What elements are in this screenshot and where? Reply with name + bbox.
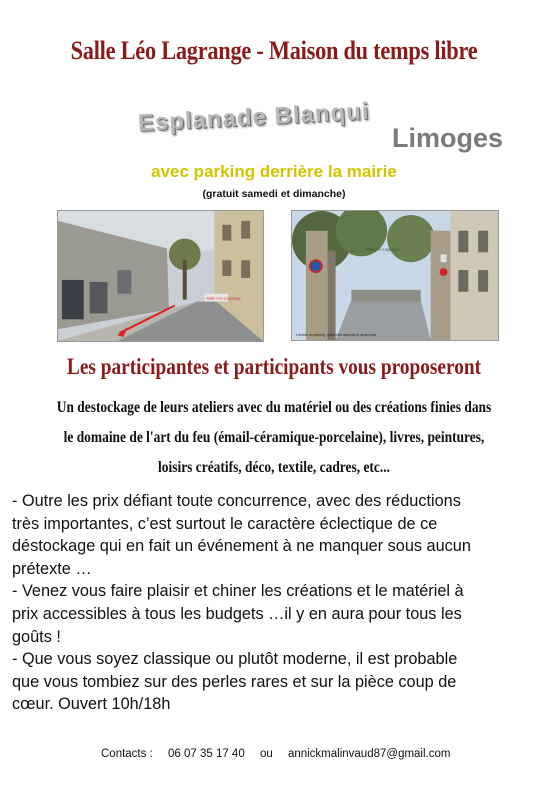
page-title: Salle Léo Lagrange - Maison du temps libre [70, 36, 478, 65]
right-photo-sign: Salle Léo Lagrange [365, 246, 400, 252]
destock-line: loisirs créatifs, déco, textile, cadres, etc... [158, 459, 390, 476]
city-name: Limoges [392, 123, 504, 153]
details-line: - Venez vous faire plaisir et chiner les créations et le matériel à [12, 582, 464, 601]
details-line: déstockage qui en fait un événement à ne manquer sous aucun [12, 537, 471, 556]
details-line: cœur. Ouvert 10h/18h [12, 695, 171, 714]
contacts-separator: ou [259, 748, 273, 760]
street-photo-left [57, 210, 264, 342]
parking-note: (gratuit samedi et dimanche) [202, 188, 346, 200]
destock-line: Un destockage de leurs ateliers avec du matériel ou des créations finies dans [56, 399, 492, 416]
place-name: Esplanade Blanqui [137, 97, 371, 137]
parking-info: avec parking derrière la mairie [151, 162, 397, 181]
details-line: - Que vous soyez classique ou plutôt moderne, il est probable [12, 650, 458, 669]
left-photo-sign: Salle Léo Lagrange [206, 295, 241, 301]
details-line: que vous tombiez sur des perles rares et sur la pièce coup de [12, 672, 457, 691]
announcement-subtitle: Les participantes et participants vous proposeront [66, 354, 482, 379]
details-line: très importantes, c’est surtout le caractère éclectique de ce [12, 514, 438, 533]
destock-line: le domaine de l'art du feu (émail-céramique-porcelaine), livres, peintures, [63, 429, 485, 446]
street-photo-left-image [58, 211, 263, 341]
contacts-phone: 06 07 35 17 40 [167, 748, 245, 760]
details-line: goûts ! [12, 627, 61, 646]
parking-photo-right [291, 210, 499, 341]
details-line: prix accessibles à tous les budgets …il y en aura pour tous les [12, 604, 462, 623]
contacts-label: Contacts : [101, 748, 153, 760]
event-details [12, 490, 542, 716]
destock-description [10, 393, 538, 483]
right-photo-caption: L'entrée du parking : gratuit les samedis et dimanches [295, 333, 377, 338]
contacts [101, 748, 462, 760]
details-line: - Outre les prix défiant toute concurrence, avec des réductions [12, 492, 461, 510]
contacts-email: annickmalinvaud87@gmail.com [287, 748, 451, 760]
details-line: prétexte … [12, 559, 92, 578]
parking-photo-right-image [292, 211, 498, 340]
